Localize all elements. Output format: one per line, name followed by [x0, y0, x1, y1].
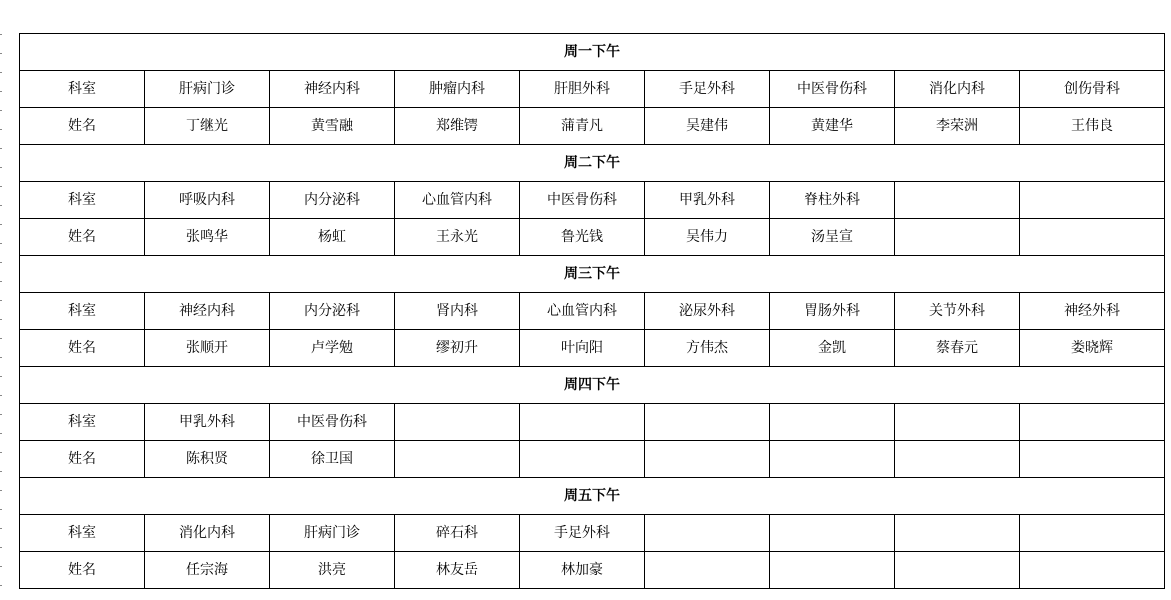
- doctor-name-cell: 金凯: [770, 330, 895, 367]
- department-cell: 中医骨伤科: [270, 404, 395, 441]
- doctor-name-cell: 杨虹: [270, 219, 395, 256]
- name-row-label: 姓名: [20, 330, 145, 367]
- margin-guide-dots: [0, 34, 2, 590]
- department-row: [20, 293, 1165, 330]
- department-cell: 中医骨伤科: [770, 71, 895, 108]
- doctor-name-cell: 任宗海: [145, 552, 270, 589]
- department-cell: 中医骨伤科: [520, 182, 645, 219]
- doctor-name-cell: [1020, 441, 1165, 478]
- department-row-label: 科室: [20, 182, 145, 219]
- department-row: [20, 71, 1165, 108]
- department-cell: 肝胆外科: [520, 71, 645, 108]
- section-title-row: [20, 367, 1165, 404]
- department-row-label: 科室: [20, 71, 145, 108]
- name-row-label: 姓名: [20, 441, 145, 478]
- department-cell: 心血管内科: [520, 293, 645, 330]
- clinic-schedule-table: [19, 33, 1165, 589]
- doctor-name-cell: 李荣洲: [895, 108, 1020, 145]
- department-cell: [645, 515, 770, 552]
- doctor-name-cell: 吴建伟: [645, 108, 770, 145]
- department-cell: [770, 404, 895, 441]
- department-row-label: 科室: [20, 515, 145, 552]
- department-cell: 呼吸内科: [145, 182, 270, 219]
- department-cell: 碎石科: [395, 515, 520, 552]
- doctor-name-cell: [895, 219, 1020, 256]
- department-cell: 手足外科: [520, 515, 645, 552]
- doctor-name-cell: [770, 441, 895, 478]
- department-cell: 泌尿外科: [645, 293, 770, 330]
- doctor-name-cell: [895, 552, 1020, 589]
- department-cell: 甲乳外科: [645, 182, 770, 219]
- name-row-label: 姓名: [20, 552, 145, 589]
- doctor-name-cell: 王伟良: [1020, 108, 1165, 145]
- section-title-row: [20, 34, 1165, 71]
- doctor-name-cell: 鲁光钱: [520, 219, 645, 256]
- doctor-name-cell: [520, 441, 645, 478]
- doctor-name-cell: 郑维锷: [395, 108, 520, 145]
- department-cell: [895, 182, 1020, 219]
- department-cell: [645, 404, 770, 441]
- doctor-name-cell: 方伟杰: [645, 330, 770, 367]
- department-cell: 肾内科: [395, 293, 520, 330]
- doctor-name-cell: 张鸣华: [145, 219, 270, 256]
- doctor-name-cell: [645, 552, 770, 589]
- department-cell: 肝病门诊: [270, 515, 395, 552]
- section-title-row: [20, 478, 1165, 515]
- name-row-label: 姓名: [20, 219, 145, 256]
- section-title-row: [20, 256, 1165, 293]
- section-title: 周二下午: [20, 145, 1165, 182]
- department-row: [20, 515, 1165, 552]
- department-cell: 内分泌科: [270, 293, 395, 330]
- doctor-name-cell: [895, 441, 1020, 478]
- department-cell: 神经外科: [1020, 293, 1165, 330]
- name-row: [20, 552, 1165, 589]
- doctor-name-cell: 黄雪融: [270, 108, 395, 145]
- doctor-name-cell: [395, 441, 520, 478]
- department-cell: [520, 404, 645, 441]
- doctor-name-cell: 洪亮: [270, 552, 395, 589]
- schedule-body: [20, 34, 1165, 589]
- department-row-label: 科室: [20, 293, 145, 330]
- department-cell: 脊柱外科: [770, 182, 895, 219]
- department-cell: 肿瘤内科: [395, 71, 520, 108]
- department-cell: 消化内科: [895, 71, 1020, 108]
- doctor-name-cell: 张顺开: [145, 330, 270, 367]
- department-cell: [1020, 404, 1165, 441]
- doctor-name-cell: 徐卫国: [270, 441, 395, 478]
- section-title: 周一下午: [20, 34, 1165, 71]
- doctor-name-cell: 缪初升: [395, 330, 520, 367]
- department-cell: 甲乳外科: [145, 404, 270, 441]
- name-row-label: 姓名: [20, 108, 145, 145]
- doctor-name-cell: 林友岳: [395, 552, 520, 589]
- department-cell: [395, 404, 520, 441]
- doctor-name-cell: 黄建华: [770, 108, 895, 145]
- doctor-name-cell: 王永光: [395, 219, 520, 256]
- section-title-row: [20, 145, 1165, 182]
- section-title: 周三下午: [20, 256, 1165, 293]
- doctor-name-cell: 叶向阳: [520, 330, 645, 367]
- doctor-name-cell: 吴伟力: [645, 219, 770, 256]
- department-cell: 胃肠外科: [770, 293, 895, 330]
- doctor-name-cell: 蔡春元: [895, 330, 1020, 367]
- department-cell: [895, 515, 1020, 552]
- doctor-name-cell: 丁继光: [145, 108, 270, 145]
- doctor-name-cell: 陈积贤: [145, 441, 270, 478]
- doctor-name-cell: 林加豪: [520, 552, 645, 589]
- department-row: [20, 182, 1165, 219]
- doctor-name-cell: [770, 552, 895, 589]
- doctor-name-cell: 娄晓辉: [1020, 330, 1165, 367]
- department-cell: 肝病门诊: [145, 71, 270, 108]
- department-cell: [1020, 182, 1165, 219]
- department-cell: 手足外科: [645, 71, 770, 108]
- department-cell: 关节外科: [895, 293, 1020, 330]
- name-row: [20, 441, 1165, 478]
- name-row: [20, 108, 1165, 145]
- department-cell: 神经内科: [270, 71, 395, 108]
- department-cell: 神经内科: [145, 293, 270, 330]
- doctor-name-cell: 卢学勉: [270, 330, 395, 367]
- doctor-name-cell: 汤呈宣: [770, 219, 895, 256]
- doctor-name-cell: [1020, 552, 1165, 589]
- doctor-name-cell: 蒲青凡: [520, 108, 645, 145]
- doctor-name-cell: [1020, 219, 1165, 256]
- department-row-label: 科室: [20, 404, 145, 441]
- department-cell: [1020, 515, 1165, 552]
- department-cell: 内分泌科: [270, 182, 395, 219]
- name-row: [20, 219, 1165, 256]
- name-row: [20, 330, 1165, 367]
- department-cell: [895, 404, 1020, 441]
- section-title: 周五下午: [20, 478, 1165, 515]
- department-row: [20, 404, 1165, 441]
- department-cell: 消化内科: [145, 515, 270, 552]
- department-cell: 心血管内科: [395, 182, 520, 219]
- doctor-name-cell: [645, 441, 770, 478]
- department-cell: 创伤骨科: [1020, 71, 1165, 108]
- department-cell: [770, 515, 895, 552]
- section-title: 周四下午: [20, 367, 1165, 404]
